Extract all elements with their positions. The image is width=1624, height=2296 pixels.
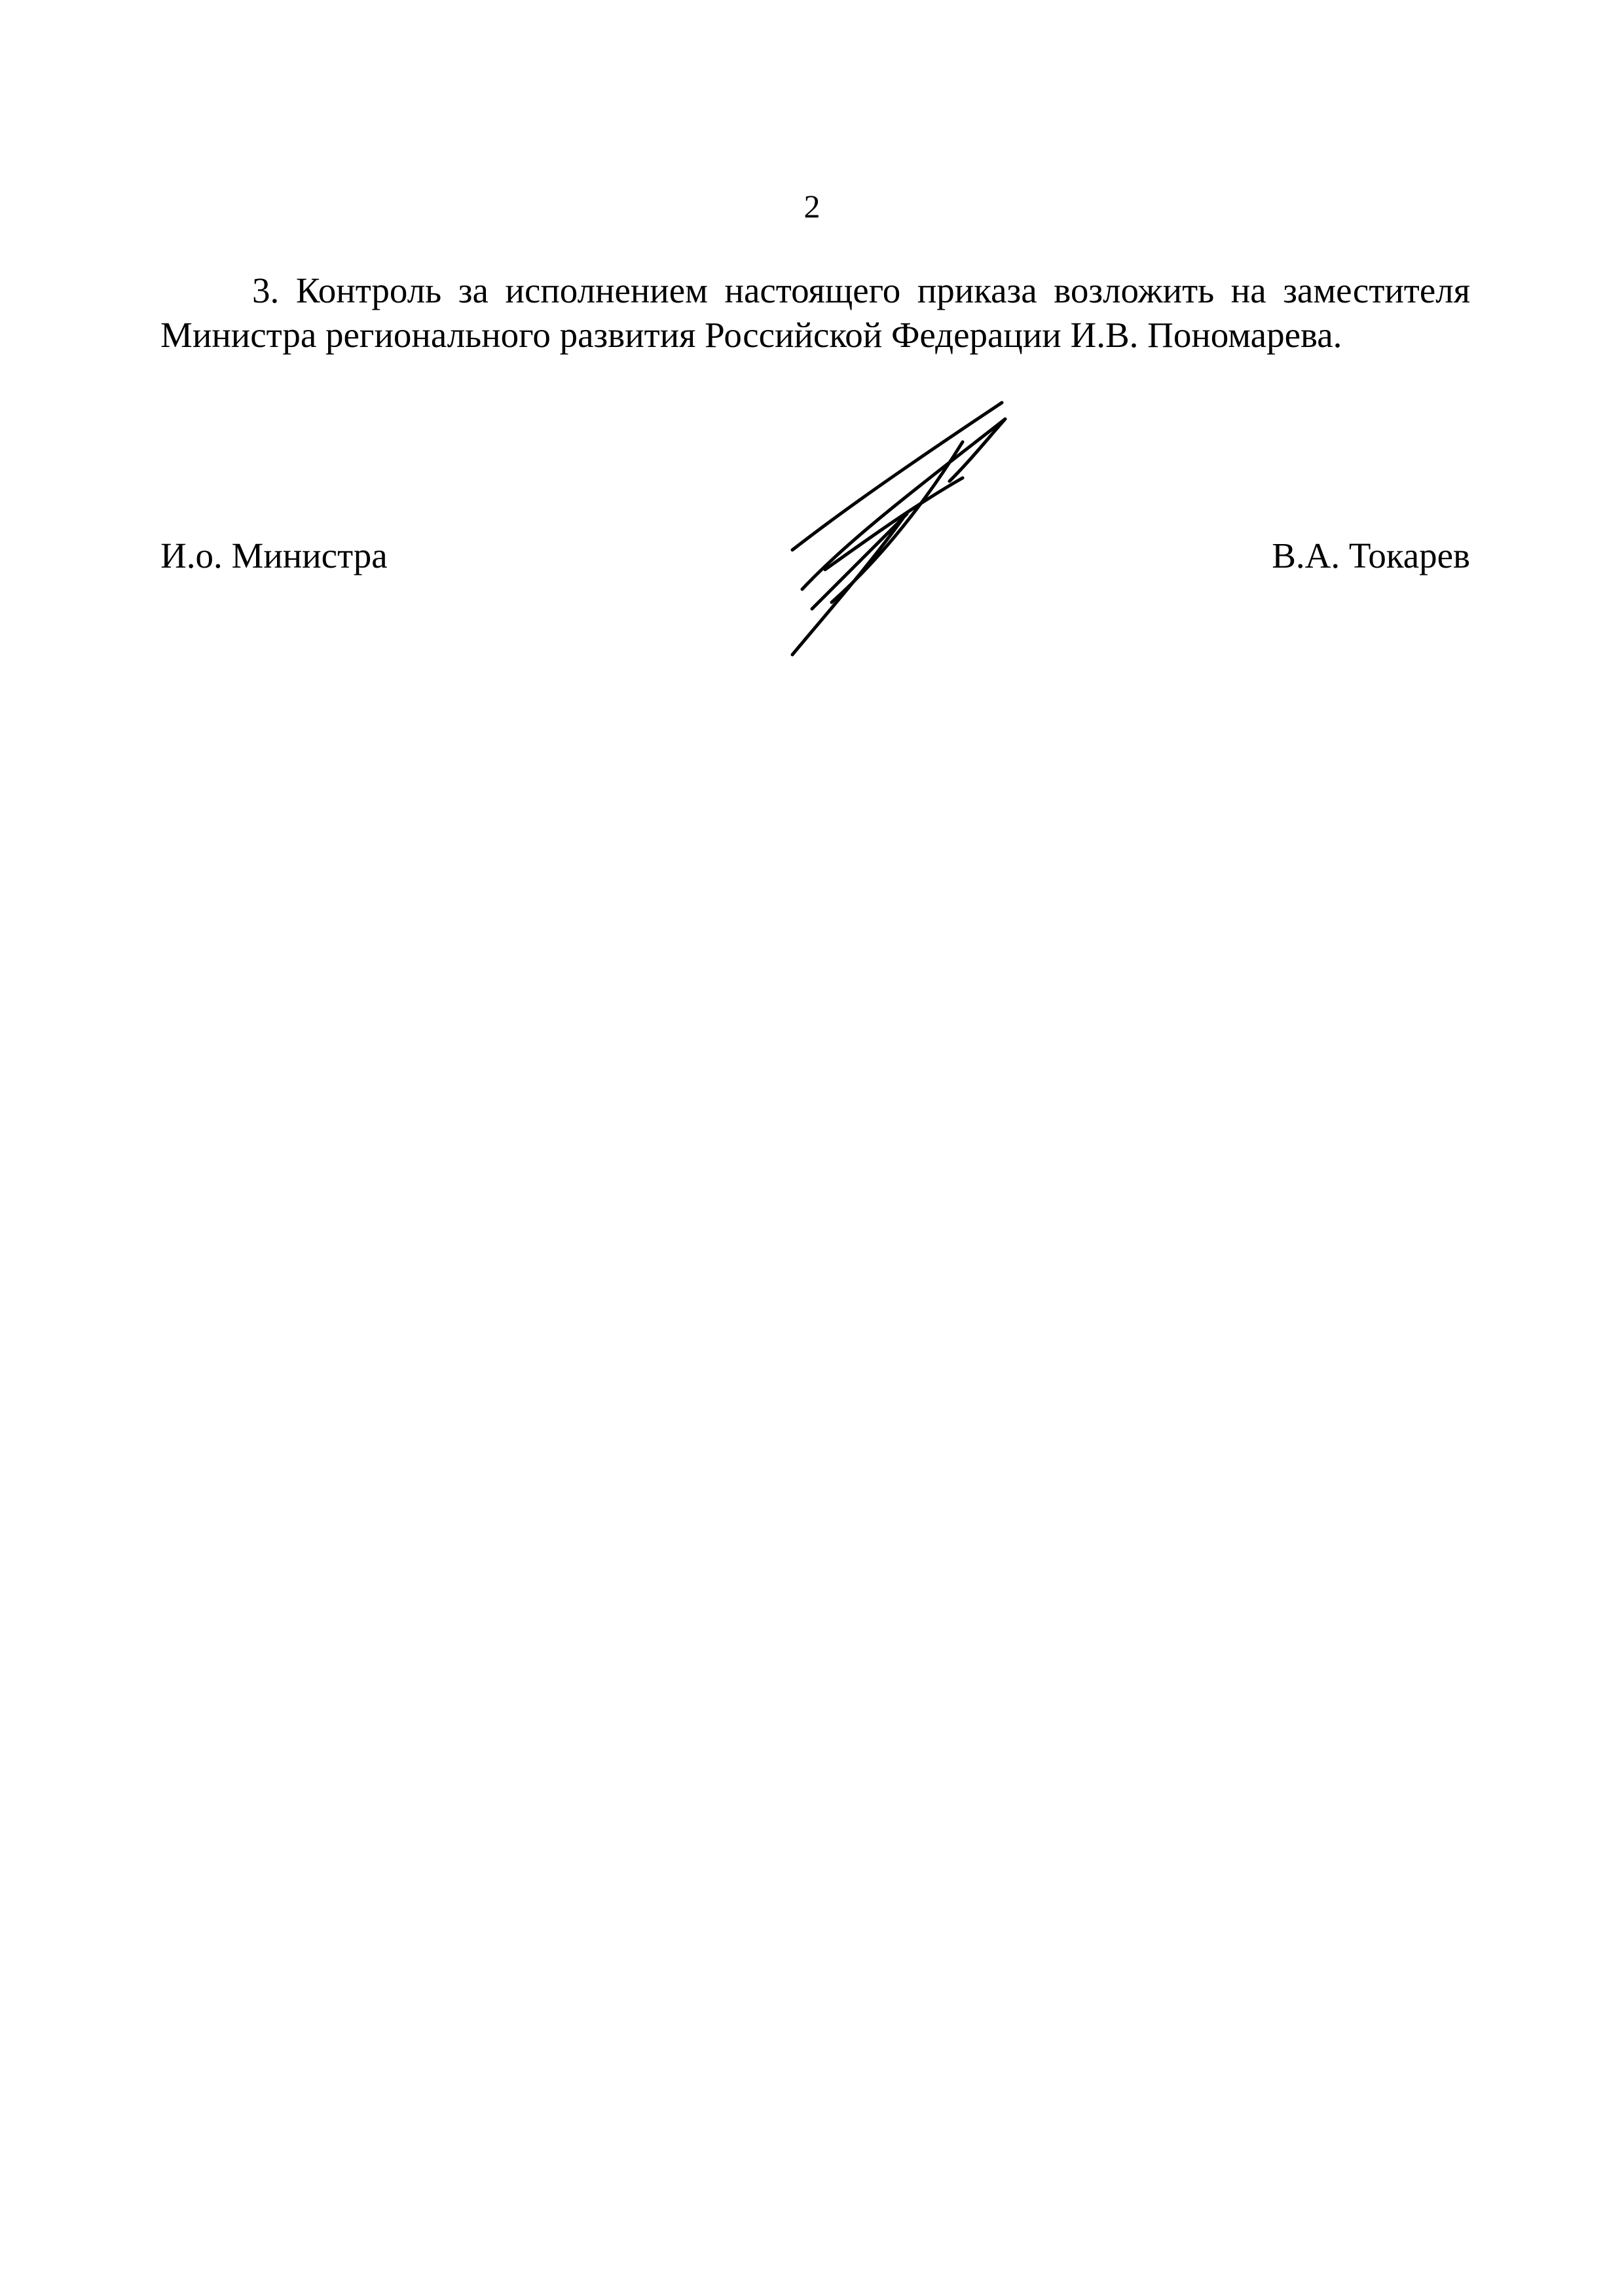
signer-title: И.о. Министра [160, 536, 388, 575]
signer-name: В.А. Токарев [1272, 536, 1470, 575]
handwritten-signature [773, 393, 1074, 668]
body-paragraph: 3. Контроль за исполнением настоящего приказа возложить на заместителя Министра регионального развития Российской Федерации И.В. Пономарева. [160, 270, 1470, 355]
signature-row [160, 534, 1470, 586]
page-number: 2 [803, 188, 821, 225]
